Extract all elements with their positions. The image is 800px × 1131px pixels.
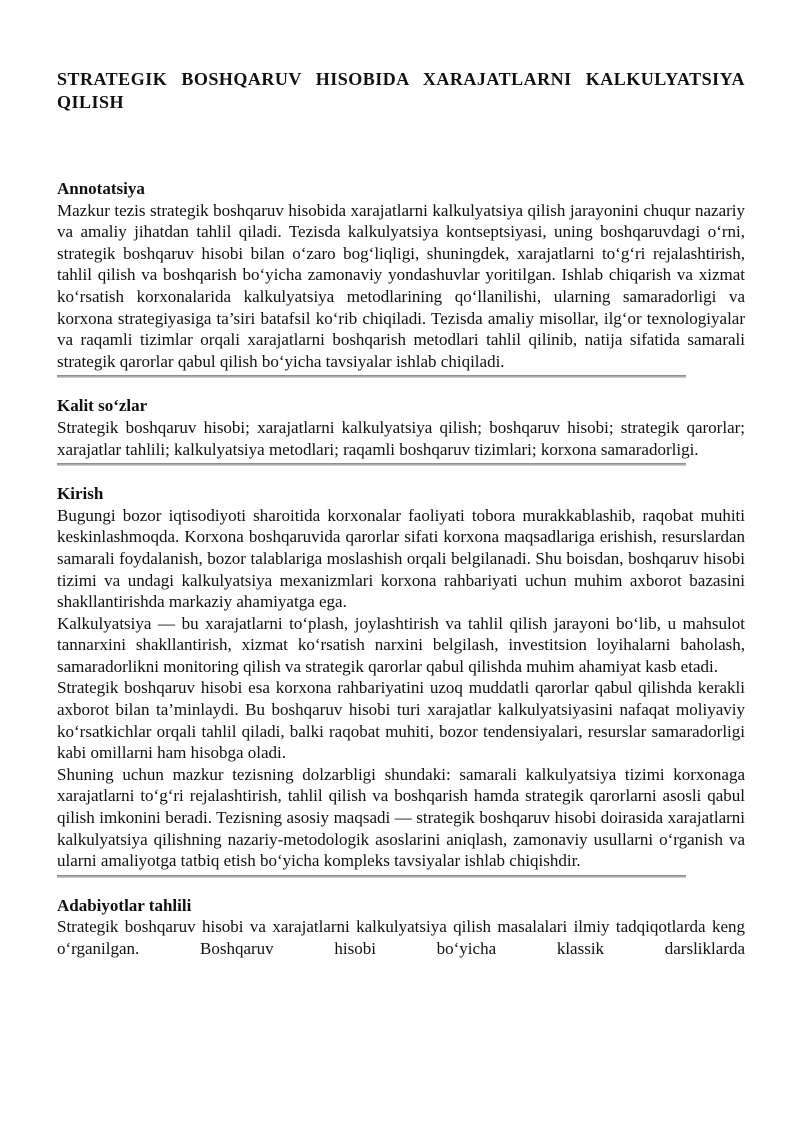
section-heading-kirish: Kirish — [57, 484, 104, 504]
section-divider — [57, 463, 686, 466]
section-heading-kalit-sozlar: Kalit so‘zlar — [57, 396, 148, 416]
section-kirish — [57, 483, 745, 878]
section-divider — [57, 375, 686, 378]
kirish-paragraph-4: Shuning uchun mazkur tezisning dolzarbligi shundaki: samarali kalkulyatsiya tizimi korxonaga xarajatlarni to‘g‘ri rejalashtirish, tahlil qilish va boshqarish hamda strategik qarorlarni asosli qabul qilish imkonini beradi. Tezisning asosiy maqsadi — strategik boshqaruv hisobi doirasida xarajatlarni kalkulyatsiya qilishning nazariy-metodologik asoslarini aniqlash, zamonaviy usullarni o‘rganish va ularni amaliyotga tatbiq etish bo‘yicha kompleks tavsiyalar ishlab chiqishdir. — [57, 764, 745, 871]
section-heading-annotatsiya: Annotatsiya — [57, 179, 145, 198]
kirish-paragraph-3: Strategik boshqaruv hisobi esa korxona rahbariyatini uzoq muddatli qarorlar qabul qilishda kerakli axborot bilan ta’minlaydi. Bu boshqaruv hisobi turi xarajatlar kalkulyatsiyasini nafaqat moliyaviy ko‘rsatkichlar orqali tahlil qiladi, balki raqobat muhiti, bozor tendensiyalari, resurslar samaradorligi kabi omillarni ham hisobga oladi. — [57, 678, 745, 763]
adabiyotlar-tahlili-paragraph: Strategik boshqaruv hisobi va xarajatlarni kalkulyatsiya qilish masalalari ilmiy tadqiqotlarda keng o‘rganilgan. Boshqaruv hisobi bo‘yicha klassik darsliklarda — [57, 917, 745, 958]
section-divider — [57, 875, 686, 878]
section-adabiyotlar-tahlili — [57, 895, 745, 960]
section-heading-adabiyotlar-tahlili: Adabiyotlar tahlili — [57, 895, 192, 915]
kalit-sozlar-paragraph: Strategik boshqaruv hisobi; xarajatlarni kalkulyatsiya qilish; boshqaruv hisobi; strategik qarorlar; xarajatlar tahlili; kalkulyatsiya metodlari; raqamli boshqaruv tizimlari; korxona samaradorligi. — [57, 417, 745, 459]
kirish-paragraph-1: Bugungi bozor iqtisodiyoti sharoitida korxonalar faoliyati tobora murakkablashib, raqobat muhiti keskinlashmoqda. Korxona boshqaruvida qarorlar sifati korxona maqsadlariga erishish, resurslardan samarali foydalanish, bozor talablariga moslashish orqali belgilanadi. Shu boisdan, boshqaruv hisobi tizimi va undagi kalkulyatsiya mexanizmlari korxona rahbariyati uchun muhim axborot bazasini shakllantirishda markaziy ahamiyatga ega. — [57, 505, 745, 612]
section-annotatsiya — [57, 178, 745, 378]
page-title: STRATEGIK BOSHQARUV HISOBIDA XARAJATLARNI KALKULYATSIYA QILISH — [57, 69, 745, 112]
section-kalit-sozlar — [57, 395, 745, 466]
annotatsiya-paragraph: Mazkur tezis strategik boshqaruv hisobida xarajatlarni kalkulyatsiya qilish jarayonini chuqur nazariy va amaliy jihatdan tahlil qiladi. Tezisda kalkulyatsiya kontseptsiyasi, uning boshqaruvdagi o‘rni, strategik boshqaruv hisobi bilan o‘zaro bog‘liqligi, shuningdek, xarajatlarni to‘g‘ri rejalashtirish, tahlil qilish va boshqarish bo‘yicha zamonaviy yondashuvlar yoritilgan. Ishlab chiqarish va xizmat ko‘rsatish korxonalarida kalkulyatsiya metodlarining qo‘llanilishi, ularning samaradorligi va korxona strategiyasiga ta’siri batafsil ko‘rib chiqiladi. Tezisda amaliy misollar, ilg‘or texnologiyalar va raqamli tizimlar orqali xarajatlarni boshqarish metodlari tahlil qilinib, natija sifatida samarali strategik qarorlar qabul qilish bo‘yicha tavsiyalar ishlab chiqiladi. — [57, 200, 745, 371]
kirish-paragraph-2: Kalkulyatsiya — bu xarajatlarni to‘plash, joylashtirish va tahlil qilish jarayoni bo‘lib, u mahsulot tannarxini shakllantirish, xizmat ko‘rsatish narxini belgilash, investitsion loyihalarni baholash, samaradorlikni monitoring qilish va strategik qarorlar qabul qilishda muhim ahamiyat kasb etadi. — [57, 613, 745, 676]
